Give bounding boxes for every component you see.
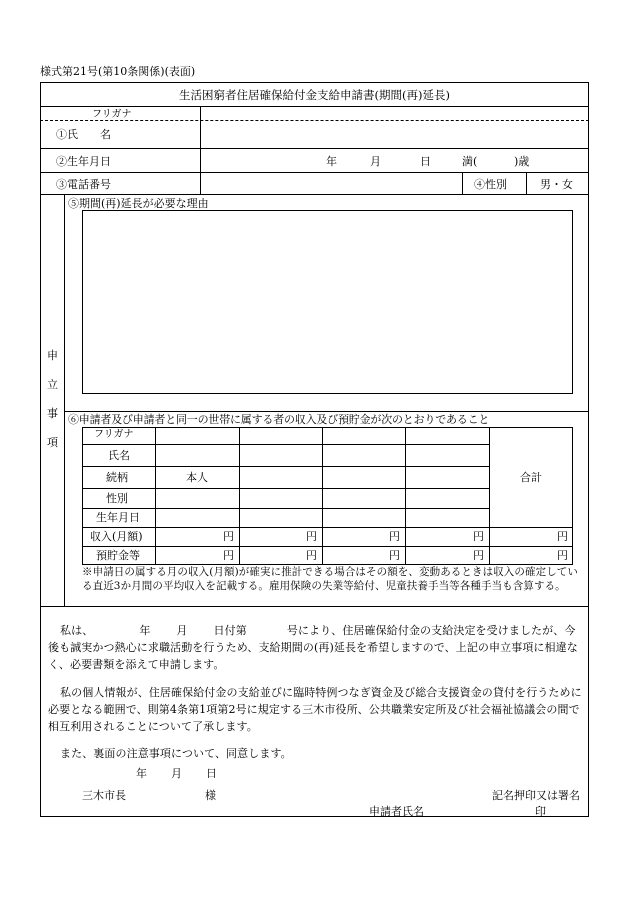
- savings-yen-total: 円: [557, 549, 568, 562]
- p1-month: 月: [176, 624, 188, 637]
- seal-mark: 印: [535, 805, 546, 818]
- income-row-label-gender: 性別: [106, 492, 128, 505]
- sign-date-year: 年: [136, 767, 147, 780]
- phone-label: ③電話番号: [56, 178, 111, 191]
- name-input[interactable]: [200, 121, 588, 148]
- applicant-relation-value: 本人: [186, 471, 208, 484]
- seal-note: 記名押印又は署名: [492, 789, 580, 802]
- furigana-input[interactable]: [200, 107, 588, 120]
- income-row-line-4: [82, 508, 489, 509]
- income-col-line-1: [155, 427, 156, 565]
- applicant-name-label: 申請者氏名: [369, 805, 424, 818]
- income-row-label-savings: 預貯金等: [96, 549, 140, 562]
- side-label-char-2: 立: [47, 378, 58, 391]
- gender-options[interactable]: 男・女: [540, 178, 573, 191]
- side-label-char-1: 申: [47, 349, 58, 362]
- age-input[interactable]: [484, 151, 514, 171]
- gender-label: ④性別: [474, 178, 507, 191]
- income-label: ⑥申請者及び申請者と同一の世帯に属する者の収入及び預貯金が次のとおりであること: [68, 413, 490, 426]
- declaration-divider: [40, 606, 589, 607]
- income-yen-1: 円: [223, 530, 234, 543]
- gender-right-line: [526, 172, 527, 194]
- declaration-paragraph-3: また、裏面の注意事項について、同意します。: [60, 747, 292, 760]
- income-col-line-2: [239, 427, 240, 565]
- gender-left-line: [462, 172, 463, 194]
- age-suffix: )歳: [514, 155, 530, 168]
- applicant-signature-field[interactable]: [432, 802, 528, 816]
- side-column-line: [64, 194, 65, 606]
- income-note: ※申請日の属する月の収入(月額)が確実に推計できる場合はその額を、変動あるときは収入の確定している直近3か月間の平均収入を記載する。雇用保険の失業等給付、児童扶養手当等各種手当も含算する。: [82, 566, 578, 592]
- birth-year-label: 年: [326, 155, 337, 168]
- applicant-label-column-line: [200, 106, 201, 194]
- form-title: 生活困窮者住居確保給付金支給申請書(期間(再)延長): [179, 88, 450, 102]
- income-row-line-2: [82, 466, 489, 467]
- birth-month-label: 月: [370, 155, 381, 168]
- declaration-paragraph-1: [48, 622, 584, 673]
- income-col-line-3: [322, 427, 323, 565]
- side-label-char-3: 事: [47, 407, 58, 420]
- income-col-line-4: [405, 427, 406, 565]
- p1-lead: 私は、: [60, 624, 94, 637]
- sign-date-day: 日: [206, 767, 217, 780]
- income-row-label-furigana: フリガナ: [94, 429, 134, 440]
- reason-label: ⑤期間(再)延長が必要な理由: [68, 197, 209, 210]
- income-yen-3: 円: [389, 530, 400, 543]
- birth-day-label: 日: [420, 155, 431, 168]
- income-row-label-monthly-income: 収入(月額): [90, 530, 143, 543]
- income-row-label-relation: 続柄: [106, 471, 128, 484]
- form-number: 様式第21号(第10条関係)(表面): [40, 65, 196, 78]
- income-row-line-1: [82, 444, 489, 445]
- income-row-label-name: 氏名: [108, 449, 130, 462]
- mayor-sama: 様: [205, 789, 216, 802]
- income-row-line-3: [82, 488, 489, 489]
- name-label: ①氏 名: [56, 128, 111, 141]
- p1-rest: 号により、住居確保給付金の支給決定を受けましたが、今後も誠実かつ熱心に求職活動を行うため、支給期間の(再)延長を希望しますので、上記の申立事項に相違なく、必要書類を添えて申請します。: [48, 624, 578, 671]
- p1-year: 年: [139, 624, 151, 637]
- income-yen-2: 円: [306, 530, 317, 543]
- income-yen-total: 円: [557, 530, 568, 543]
- phone-input[interactable]: [200, 173, 462, 193]
- p1-day: 日付第: [213, 624, 247, 637]
- savings-yen-4: 円: [473, 549, 484, 562]
- age-prefix: 満(: [462, 155, 478, 168]
- side-label-char-4: 項: [47, 436, 58, 449]
- phone-divider: [40, 194, 589, 195]
- declaration-paragraph-2: 私の個人情報が、住居確保給付金の支給並びに臨時特例つなぎ資金及び総合支援資金の貸付を行うために必要となる範囲で、則第4条第1項第2号に規定する三木市役所、公共職業安定所及び社会福祉協議会の間で相互利用されることについて了承します。: [48, 686, 582, 733]
- total-label: 合計: [520, 471, 542, 484]
- furigana-label: フリガナ: [92, 109, 132, 120]
- savings-yen-2: 円: [306, 549, 317, 562]
- reason-divider: [64, 411, 589, 412]
- mayor-label: 三木市長: [82, 789, 126, 802]
- name-divider: [40, 148, 589, 149]
- income-col-line-5: [489, 427, 490, 565]
- savings-yen-3: 円: [389, 549, 400, 562]
- income-row-label-birthdate: 生年月日: [96, 511, 140, 524]
- income-yen-4: 円: [473, 530, 484, 543]
- reason-textbox[interactable]: [82, 210, 573, 394]
- savings-yen-1: 円: [223, 549, 234, 562]
- birthdate-label: ②生年月日: [56, 155, 111, 168]
- sign-date-month: 月: [171, 767, 182, 780]
